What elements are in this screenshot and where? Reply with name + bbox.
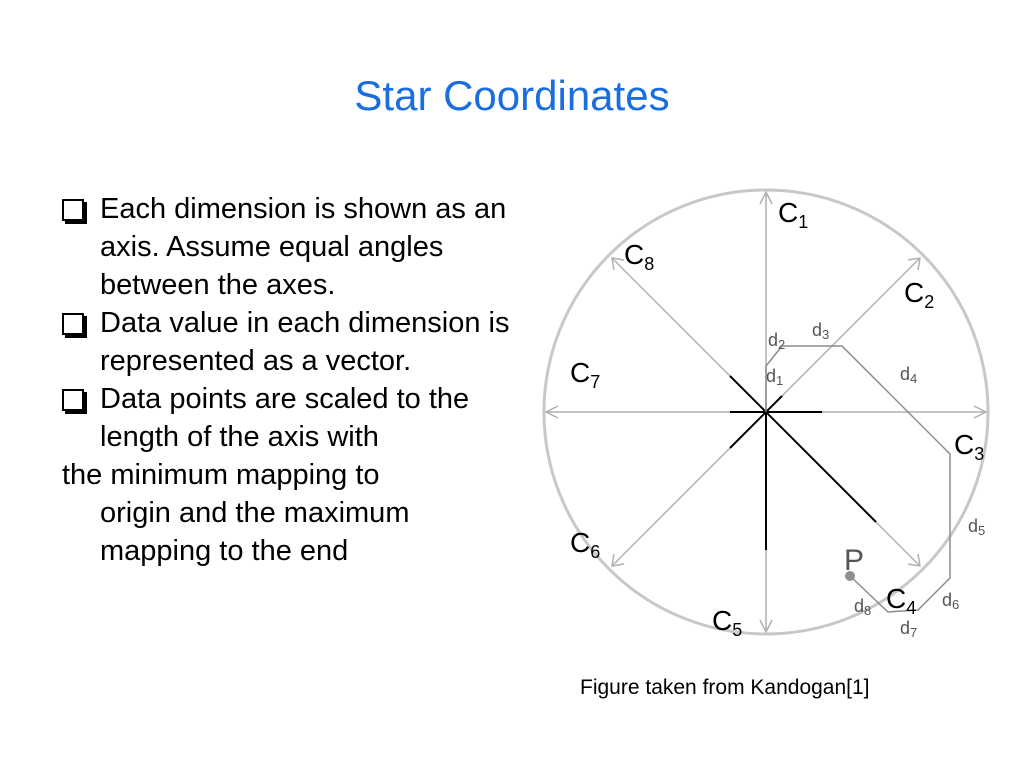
axis-label-c1: $C_1$ [778,197,809,232]
origin-star-diagonal-a [730,376,876,522]
continuation-first-line: the minimum mapping to [62,459,380,491]
vector-label-d8: d8 [854,596,872,618]
continuation-line: origin and the maximum [100,497,410,529]
bullet-text: Data points are scaled to the length of the axis with [100,383,470,453]
vector-label-d3: d3 [812,320,830,342]
vector-label-d2: d2 [768,330,786,352]
figure-caption: Figure taken from Kandogan[1] [580,676,870,699]
bullet-text: Data value in each dimension is represented as a vector. [100,307,510,377]
checkbox-bullet-icon [62,389,84,411]
star-coordinates-figure [530,170,1010,650]
axis-label-c7: $C_7$ [570,357,601,392]
axis-label-c6: $C_6$ [570,527,601,562]
vector-label-d7: d7 [900,618,918,640]
axis-label-c2: $C_2$ [904,277,935,312]
bullet-item [62,190,532,304]
checkbox-bullet-icon [62,199,84,221]
bullet-continuation [62,456,532,570]
axis-label-c5: $C_5$ [712,605,743,640]
checkbox-bullet-icon [62,313,84,335]
vector-label-d4: d4 [900,364,918,386]
point-label-p: P [844,544,865,577]
vector-label-d5: d5 [968,516,986,538]
bullet-text: Each dimension is shown as an axis. Assume equal angles between the axes. [100,193,507,301]
slide-title: Star Coordinates [354,72,670,119]
origin-star-diagonal-b [730,396,782,448]
continuation-line: mapping to the end [100,535,349,567]
axis-label-c3: $C_3$ [954,429,985,464]
vector-label-d1: d1 [766,366,784,388]
vector-label-d6: d6 [942,590,960,612]
bullet-list [62,190,532,570]
axis-label-c4: $C_4$ [886,583,917,618]
axis-label-c8: $C_8$ [624,239,655,274]
bullet-item [62,304,532,380]
bullet-item [62,380,532,456]
